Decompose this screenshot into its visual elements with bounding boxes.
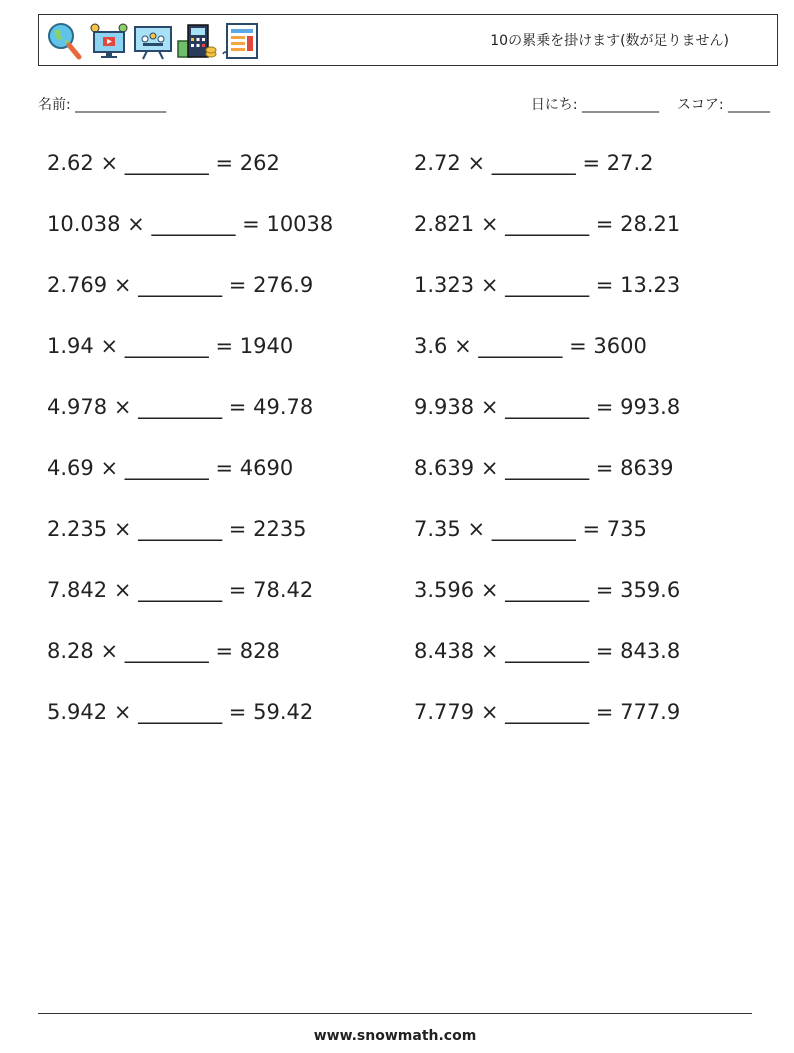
multiply-sign: × [480,456,499,480]
answer-blank: ________ [491,517,576,541]
answer-blank: ________ [478,334,563,358]
answer-blank: ________ [124,456,209,480]
score-blank: ______ [728,97,770,113]
problem-result: 359.6 [620,578,681,602]
equals-sign: = [595,395,614,419]
answer-blank: ________ [138,395,223,419]
name-blank: _____________ [75,97,167,113]
answer-blank: ________ [138,700,223,724]
multiply-sign: × [454,334,472,358]
footer-url: www.snowmath.com [313,1028,477,1044]
equals-sign: = [215,456,234,480]
multiply-sign: × [467,151,486,175]
answer-blank: ________ [505,212,590,236]
multiply-sign: × [480,212,499,236]
problem-item [414,384,767,445]
multiply-sign: × [100,639,119,663]
problem-multiplicand: 3.596 [414,578,475,602]
date-label: 日にち: [530,97,578,113]
answer-blank: ________ [505,578,590,602]
answer-blank: ________ [124,151,209,175]
answer-blank: ________ [505,395,590,419]
multiply-sign: × [480,273,499,297]
equals-sign: = [228,517,247,541]
equals-sign: = [595,639,614,663]
header-icons [45,21,261,61]
multiply-sign: × [113,578,132,602]
multiply-sign: × [480,700,499,724]
document-list-icon [221,21,261,61]
multiply-sign: × [113,395,132,419]
answer-blank: ________ [151,212,236,236]
answer-blank: ________ [124,334,209,358]
problem-result: 4690 [239,456,294,480]
problem-item [414,201,767,262]
equals-sign: = [595,456,614,480]
monitor-video-icon [89,21,129,61]
problem-result: 13.23 [620,273,681,297]
problem-item [47,384,414,445]
problem-result: 2235 [253,517,307,541]
score-label: スコア: [676,97,724,113]
multiply-sign: × [480,639,499,663]
equals-sign: = [228,578,247,602]
problem-result: 3600 [593,334,647,358]
problem-item [47,628,414,689]
multiply-sign: × [100,456,119,480]
problem-item [47,506,414,567]
equals-sign: = [215,334,234,358]
problem-result: 10038 [266,212,334,236]
multiply-sign: × [100,334,119,358]
problem-result: 78.42 [253,578,314,602]
problem-multiplicand: 2.235 [47,517,108,541]
answer-blank: ________ [138,578,223,602]
problem-item [47,445,414,506]
name-field [38,94,166,114]
equals-sign: = [595,212,614,236]
presentation-board-icon [133,21,173,61]
equals-sign: = [595,273,614,297]
problem-multiplicand: 3.6 [414,334,448,358]
equals-sign: = [582,517,601,541]
problem-item [414,689,767,750]
problem-multiplicand: 7.779 [414,700,475,724]
problem-multiplicand: 2.821 [414,212,475,236]
problem-result: 828 [239,639,280,663]
problem-multiplicand: 1.94 [47,334,94,358]
equals-sign: = [242,212,260,236]
date-blank: ___________ [582,97,660,113]
worksheet-title: 10の累乗を掛けます(数が足りません) [490,33,729,49]
problem-item [414,628,767,689]
answer-blank: ________ [505,273,590,297]
problem-item [414,323,767,384]
problem-multiplicand: 8.28 [47,639,94,663]
problem-item [47,323,414,384]
problem-grid [47,140,767,750]
equals-sign: = [228,273,247,297]
problem-result: 59.42 [253,700,314,724]
problem-result: 28.21 [620,212,681,236]
equals-sign: = [582,151,601,175]
equals-sign: = [595,578,614,602]
magnifier-globe-icon [45,21,85,61]
problem-multiplicand: 2.62 [47,151,94,175]
multiply-sign: × [113,273,132,297]
date-score-fields [531,94,770,114]
problem-item [47,140,414,201]
equals-sign: = [569,334,587,358]
answer-blank: ________ [138,517,223,541]
problem-multiplicand: 4.978 [47,395,108,419]
answer-blank: ________ [124,639,209,663]
problem-multiplicand: 7.842 [47,578,108,602]
problem-result: 1940 [239,334,294,358]
problem-item [47,567,414,628]
problem-result: 993.8 [620,395,681,419]
problem-multiplicand: 8.438 [414,639,475,663]
problem-result: 8639 [620,456,674,480]
equals-sign: = [595,700,614,724]
equals-sign: = [228,395,247,419]
footer-divider [38,1013,752,1014]
problem-multiplicand: 2.769 [47,273,108,297]
problem-item [414,567,767,628]
problem-multiplicand: 8.639 [414,456,475,480]
problem-multiplicand: 9.938 [414,395,475,419]
problem-multiplicand: 4.69 [47,456,94,480]
problem-result: 262 [239,151,280,175]
problem-item [414,262,767,323]
problem-result: 843.8 [620,639,681,663]
multiply-sign: × [480,395,499,419]
multiply-sign: × [113,517,132,541]
problem-result: 777.9 [620,700,681,724]
multiply-sign: × [467,517,486,541]
equals-sign: = [228,700,247,724]
problem-multiplicand: 10.038 [47,212,121,236]
problem-result: 276.9 [253,273,314,297]
problem-multiplicand: 5.942 [47,700,108,724]
multiply-sign: × [480,578,499,602]
problem-multiplicand: 2.72 [414,151,461,175]
multiply-sign: × [113,700,132,724]
problem-multiplicand: 7.35 [414,517,461,541]
problem-multiplicand: 1.323 [414,273,475,297]
multiply-sign: × [127,212,145,236]
problem-result: 735 [606,517,647,541]
multiply-sign: × [100,151,119,175]
problem-item [47,262,414,323]
calculator-money-icon [177,21,217,61]
problem-item [47,689,414,750]
worksheet-header [38,14,778,66]
problem-item [47,201,414,262]
name-label: 名前: [38,97,71,113]
answer-blank: ________ [505,639,590,663]
problem-item [414,445,767,506]
problem-result: 49.78 [253,395,314,419]
answer-blank: ________ [138,273,223,297]
problem-item [414,506,767,567]
equals-sign: = [215,151,234,175]
answer-blank: ________ [505,700,590,724]
equals-sign: = [215,639,234,663]
problem-result: 27.2 [606,151,654,175]
answer-blank: ________ [505,456,590,480]
problem-item [414,140,767,201]
answer-blank: ________ [491,151,576,175]
